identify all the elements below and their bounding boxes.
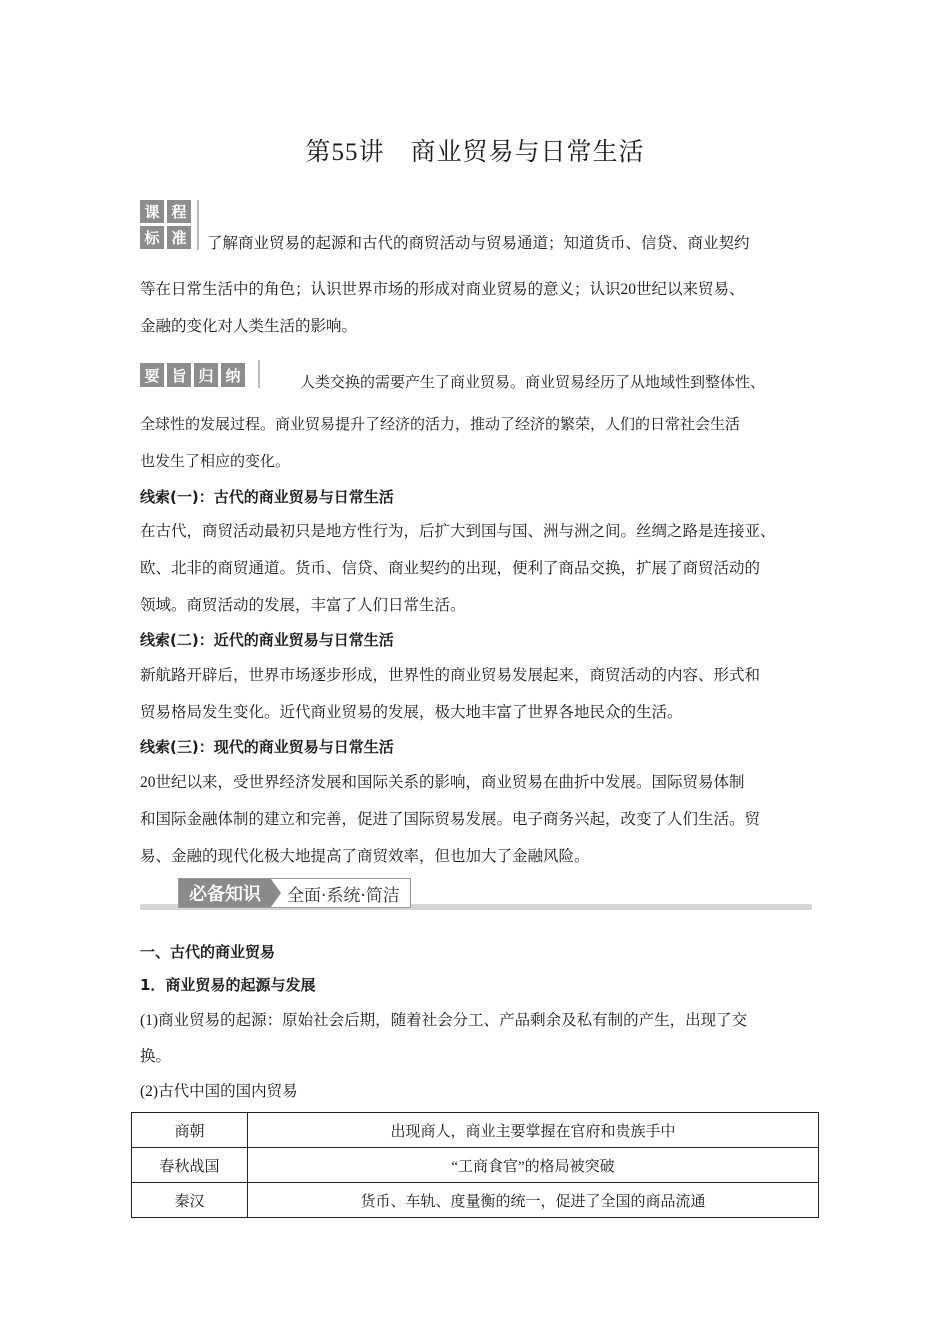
banner-label: 必备知识 <box>179 879 271 907</box>
page-title: 第55讲 商业贸易与日常生活 <box>305 139 645 166</box>
clue-heading: 线索(三)：现代的商业贸易与日常生活 <box>140 738 394 756</box>
clue-line: 欧、北非的商贸通道。货币、信贷、商业契约的出现，便利了商品交换，扩展了商贸活动的 <box>140 560 761 577</box>
clue-line: 贸易格局发生变化。近代商业贸易的发展，极大地丰富了世界各地民众的生活。 <box>140 704 683 721</box>
section-heading: 一、古代的商业贸易 <box>140 943 276 961</box>
summary-line: 人类交换的需要产生了商业贸易。商业贸易经历了从地域性到整体性、 <box>300 373 766 391</box>
badge-char: 归 <box>194 363 218 387</box>
table-cell-period: 秦汉 <box>132 1183 248 1218</box>
domestic-trade-table <box>131 1112 819 1218</box>
clue-heading: 线索(一)：古代的商业贸易与日常生活 <box>140 488 394 506</box>
standard-line: 了解商业贸易的起源和古代的商贸活动与贸易通道；知道货币、信贷、商业契约 <box>207 235 750 252</box>
badge-divider <box>197 200 199 250</box>
clue-heading: 线索(二)：近代的商业贸易与日常生活 <box>140 631 394 649</box>
badge-char: 纳 <box>221 363 245 387</box>
summary-badge <box>140 363 245 387</box>
table-cell-description: 出现商人，商业主要掌握在官府和贵族手中 <box>248 1113 819 1148</box>
table-cell-description: “工商食官”的格局被突破 <box>248 1148 819 1183</box>
clue-line: 在古代，商贸活动最初只是地方性行为，后扩大到国与国、洲与洲之间。丝绸之路是连接亚、 <box>140 523 776 540</box>
banner-subtitle: 全面·系统·简洁 <box>287 885 400 906</box>
summary-line: 全球性的发展过程。商业贸易提升了经济的活力，推动了经济的繁荣，人们的日常社会生活 <box>140 415 741 433</box>
badge-char: 要 <box>140 363 164 387</box>
badge-char: 标 <box>140 226 164 249</box>
clue-line: 易、金融的现代化极大地提高了商贸效率，但也加大了金融风险。 <box>140 848 590 865</box>
clue-line: 新航路开辟后，世界市场逐步形成，世界性的商业贸易发展起来，商贸活动的内容、形式和 <box>140 667 761 684</box>
table-cell-period: 春秋战国 <box>132 1148 248 1183</box>
clue-line: 和国际金融体制的建立和完善，促进了国际贸易发展。电子商务兴起，改变了人们生活。贸 <box>140 811 761 828</box>
curriculum-standard-badge <box>140 200 192 250</box>
badge-char: 旨 <box>167 363 191 387</box>
paragraph-line: (2)古代中国的国内贸易 <box>140 1083 298 1100</box>
banner-arrow-icon <box>271 879 281 907</box>
table-row <box>132 1113 819 1148</box>
essential-knowledge-banner <box>178 878 411 908</box>
summary-line: 也发生了相应的变化。 <box>140 452 291 470</box>
standard-line: 等在日常生活中的角色；认识世界市场的形成对商业贸易的意义；认识20世纪以来贸易、 <box>140 281 745 298</box>
table-cell-description: 货币、车轨、度量衡的统一，促进了全国的商品流通 <box>248 1183 819 1218</box>
table-cell-period: 商朝 <box>132 1113 248 1148</box>
badge-char: 准 <box>167 226 191 249</box>
badge-char: 课 <box>140 200 164 223</box>
standard-line: 金融的变化对人类生活的影响。 <box>140 318 358 335</box>
paragraph-line: (1)商业贸易的起源：原始社会后期，随着社会分工、产品剩余及私有制的产生，出现了交 <box>140 1012 748 1029</box>
subsection-heading: 1．商业贸易的起源与发展 <box>140 976 316 994</box>
paragraph-line: 换。 <box>140 1048 172 1065</box>
clue-line: 领域。商贸活动的发展，丰富了人们日常生活。 <box>140 597 466 614</box>
badge-char: 程 <box>167 200 191 223</box>
badge-divider <box>258 360 260 388</box>
table-row <box>132 1183 819 1218</box>
clue-line: 20世纪以来，受世界经济发展和国际关系的影响，商业贸易在曲折中发展。国际贸易体制 <box>140 774 745 791</box>
table-row <box>132 1148 819 1183</box>
